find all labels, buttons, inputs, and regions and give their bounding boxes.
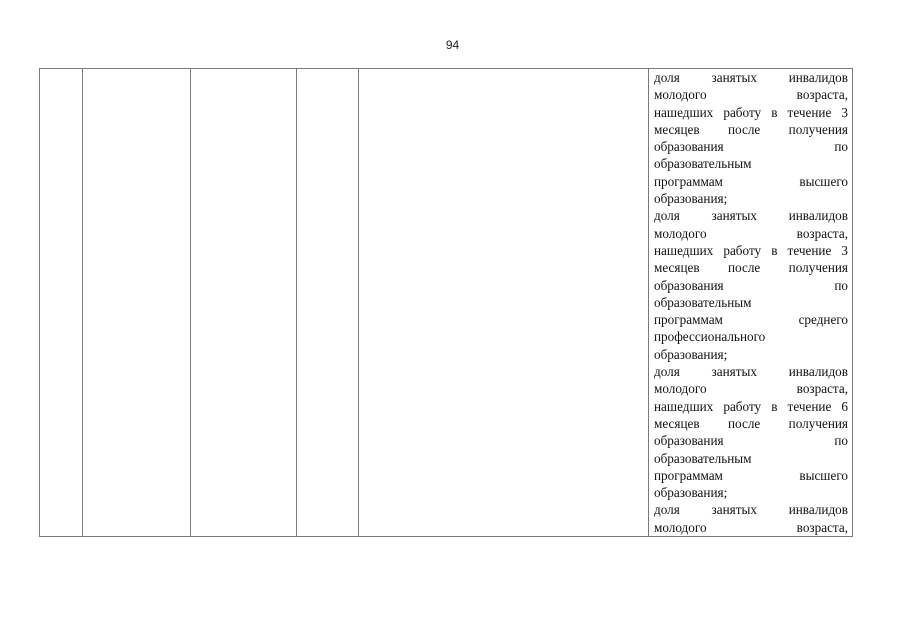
indicator-text-line: доля занятых инвалидов bbox=[654, 502, 848, 518]
indicator-text-line: нашедших работу в течение 6 bbox=[654, 398, 848, 414]
indicator-text-line: образования по bbox=[654, 139, 848, 155]
indicator-text-line: месяцев после получения bbox=[654, 415, 848, 431]
indicator-text-line: образования; bbox=[654, 191, 728, 207]
indicator-text-line: программам высшего bbox=[654, 173, 848, 189]
table-cell-indicators bbox=[649, 69, 853, 537]
indicator-text bbox=[649, 69, 852, 536]
page-number: 94 bbox=[445, 38, 460, 52]
indicator-text-line: доля занятых инвалидов bbox=[654, 364, 848, 380]
indicator-text-line: профессионального bbox=[654, 329, 766, 345]
indicator-text-line: нашедших работу в течение 3 bbox=[654, 104, 848, 120]
indicator-text-line: образовательным bbox=[654, 450, 752, 466]
table-cell-col-1 bbox=[40, 69, 83, 537]
indicator-text-line: образовательным bbox=[654, 156, 752, 172]
indicator-text-line: образовательным bbox=[654, 294, 752, 310]
table-cell-col-4 bbox=[297, 69, 359, 537]
table-cell-col-2 bbox=[83, 69, 191, 537]
indicator-text-line: месяцев после получения bbox=[654, 260, 848, 276]
indicator-text-line: молодого возраста, bbox=[654, 225, 848, 241]
indicator-text-line: программам среднего bbox=[654, 312, 848, 328]
indicator-text-line: молодого возраста, bbox=[654, 381, 848, 397]
indicator-text-line: образования по bbox=[654, 433, 848, 449]
indicator-text-line: образования; bbox=[654, 346, 728, 362]
table-row bbox=[40, 69, 853, 537]
indicator-text-line: программам высшего bbox=[654, 467, 848, 483]
indicator-text-line: месяцев после получения bbox=[654, 121, 848, 137]
table-cell-col-3 bbox=[191, 69, 297, 537]
indicator-text-line: молодого возраста, bbox=[654, 519, 848, 535]
indicator-text-line: доля занятых инвалидов bbox=[654, 70, 848, 85]
indicator-text-line: доля занятых инвалидов bbox=[654, 208, 848, 224]
table-cell-col-5 bbox=[359, 69, 649, 537]
document-table bbox=[39, 68, 853, 537]
indicator-text-line: нашедших работу в течение 3 bbox=[654, 242, 848, 258]
indicator-text-line: образования; bbox=[654, 485, 728, 501]
indicator-text-line: образования по bbox=[654, 277, 848, 293]
indicator-text-line: молодого возраста, bbox=[654, 87, 848, 103]
